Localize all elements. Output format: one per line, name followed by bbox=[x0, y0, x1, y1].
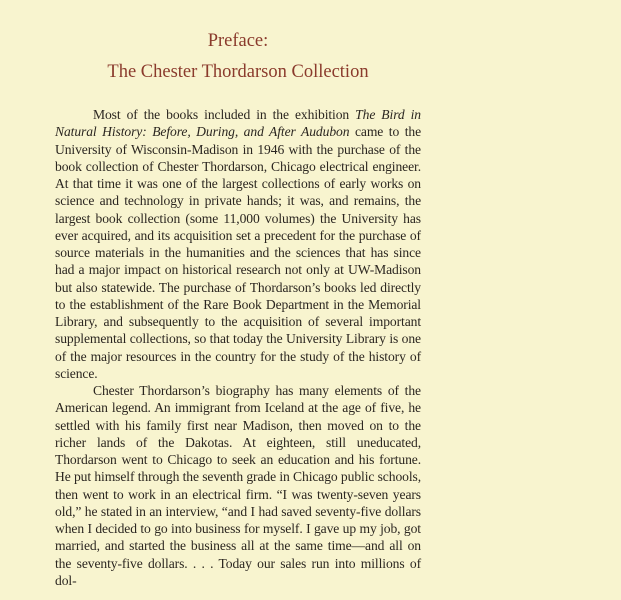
paragraph-1-lead: Most of the books included in the exhibition bbox=[93, 107, 356, 122]
paragraph-2: Chester Thordarson’s biography has many elements of the American legend. An immigrant from Iceland at the age of five, he settled with his family first near Madison, then moved on to the richer lands of the Dakotas. At eighteen, still uneducated, Thordarson went to Chicago to seek an education and his fortune. He put himself through the seventh grade in Chicago public schools, then went to work in an electrical firm. “I was twenty-seven years old,” he stated in an interview, “and I had saved seventy-five dollars when I decided to go into business for myself. I gave up my job, got married, and started the business all at the same time—and all on the seventy-five dollars. . . . Today our sales run into millions of dol- bbox=[55, 383, 421, 588]
paragraph-1-rest: came to the University of Wisconsin-Madison in 1946 with the purchase of the book collection of Chester Thordarson, Chicago electrical engineer. At that time it was one of the largest collections of early works on science and technology in private hands; it was, and remains, the largest book collection (some 11,000 volumes) the University has ever acquired, and its acquisition set a precedent for the purchase of source materials in the humanities and the sciences that has since had a major impact on historical research not only at UW-Madison but also statewide. The purchase of Thordarson’s books led directly to the establishment of the Rare Book Department in the Memorial Library, and subsequently to the acquisition of several important supplemental collections, so that today the University Library is one of the major resources in the country for the study of the history of science. bbox=[55, 124, 421, 381]
paragraph-1 bbox=[55, 106, 421, 382]
exhibition-title: The Bird in Natural History: Before, During, and After Audubon bbox=[55, 107, 421, 140]
document-page bbox=[55, 28, 421, 589]
collection-heading: The Chester Thordarson Collection bbox=[107, 62, 369, 82]
body-text bbox=[55, 106, 421, 589]
preface-heading: Preface: bbox=[207, 31, 269, 51]
